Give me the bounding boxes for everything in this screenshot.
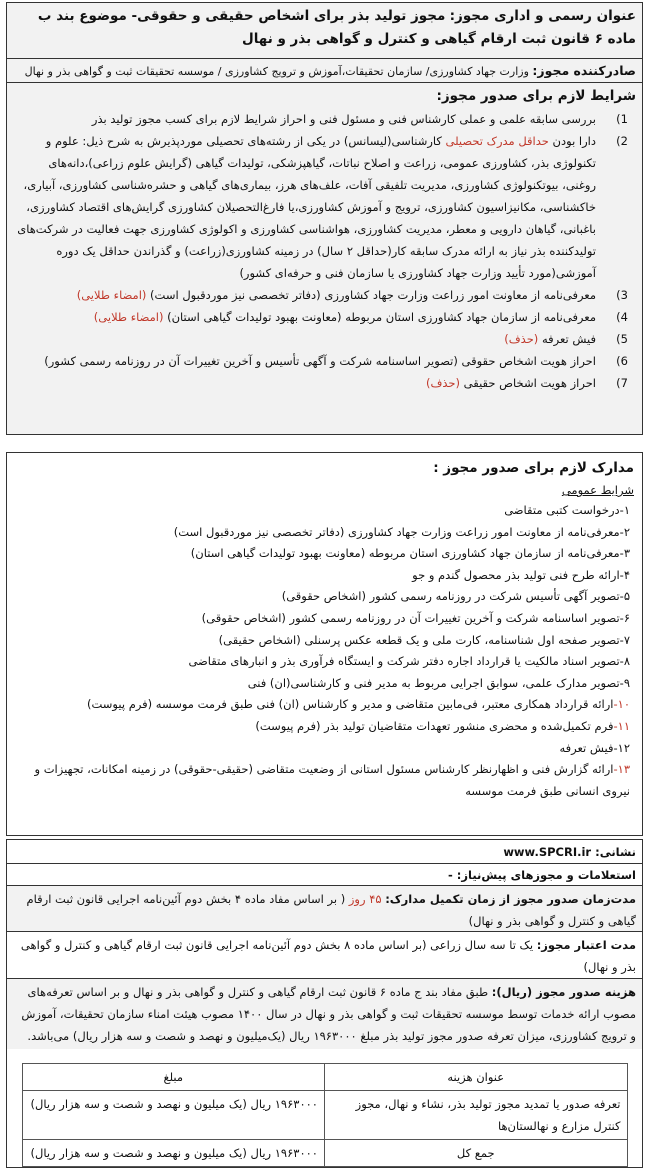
condition-item: 5) فیش تعرفه (حذف) (504, 332, 628, 346)
table-header: عنوان هزینه (325, 1064, 628, 1091)
license-title-row (7, 3, 642, 59)
duration-days: ۴۵ روز (348, 892, 382, 906)
document-item: ۱۳-ارائه گزارش فنی و اظهارنظر کارشناس مسئول استانی از وضعیت متقاضی (حقیقی-حقوقی) در زمینه امکانات، تجهیزات و نیروی انسانی طبق فرمت موسسه (34, 762, 630, 798)
duration-row (7, 886, 642, 932)
validity-row (7, 932, 642, 979)
document-item: ۶-تصویر اساسنامه شرکت و آخرین تغییرات آن در روزنامه رسمی کشور (اشخاص حقوقی) (201, 610, 630, 625)
table-cell: ۱۹۶۳۰۰۰ ریال (یک میلیون و نهصد و شصت و سه هزار ریال) (22, 1091, 325, 1140)
document-item: ۵-تصویر آگهی تأسیس شرکت در روزنامه رسمی کشور (اشخاص حقوقی) (281, 589, 630, 604)
conditions-list (13, 108, 636, 394)
required-documents-section (6, 452, 643, 836)
website-row (7, 840, 642, 864)
condition-item: 6) احراز هویت اشخاص حقوقی (تصویر اساسنامه شرکت و آگهی تأسیس و آخرین تغییرات آن در روزنامه رسمی کشور) (44, 354, 628, 368)
table-row (22, 1140, 627, 1167)
website-link[interactable]: www.SPCRI.ir (503, 845, 592, 859)
document-item: ۱-درخواست کتبی متقاضی (504, 503, 630, 517)
document-item: ۹-تصویر مدارک علمی، سوابق اجرایی مربوط به مدیر فنی و کارشناسی(ان) فنی (247, 675, 630, 690)
license-conditions-section (6, 2, 643, 435)
table-cell: ۱۹۶۳۰۰۰ ریال (یک میلیون و نهصد و شصت و سه هزار ریال) (22, 1140, 325, 1167)
issuer-row (7, 59, 642, 83)
condition-item: 3) معرفی‌نامه از معاونت امور زراعت وزارت جهاد کشاورزی (دفاتر تخصصی نیز موردقبول است) (امضاء طلایی) (76, 288, 628, 302)
condition-item: 1) بررسی سابقه علمی و عملی کارشناس فنی و مسئول فنی و احراز شرایط لازم برای کسب مجوز تولید بذر (91, 112, 628, 126)
table-cell: تعرفه صدور یا تمدید مجوز تولید بذر، نشاء و نهال، مجوز کنترل مزارع و نهالستان‌ها (325, 1091, 628, 1140)
condition-item: 2) دارا بودن حداقل مدرک تحصیلی کارشناسی(لیسانس) در یکی از رشته‌های تحصیلی موردپذیرش به شرح ذیل: علوم و تکنولوژی بذر، کشاورزی عمومی، زراعت و اصلاح نباتات، گیاهپزشکی، تولیدات گیاهی (گرایش علوم زراعی)،دانه‌های روغنی، بیوتکنولوژی کشاورزی، مدیریت تلفیقی آفات، علف‌های هرز، بیماری‌های گیاهی و حشره‌شناسی کشاورزی، آبیاری، خاکشناسی، مکانیزاسیون کشاورزی، ترویج و آموزش کشاورزی،یا فارغ‌التحصیلان کشاورزی گرایش‌های اقتصاد کشاورزی، باغبانی، گیاهان دارویی و معطر، مدیریت کشاورزی، هواشناسی کشاورزی و اکولوژی کشاورزی جهت فعالیت در شرکت‌های تولیدکننده بذر نیاز به ارائه مدرک سابقه کار(حداقل ۲ سال) در زمینه کشاورزی(زراعت) و گذراندن حداقل یک دوره آموزشی(مورد تأیید وزارت جهاد کشاورزی یا سازمان فنی و حرفه‌ای کشور) (17, 134, 628, 280)
document-item: ۳-معرفی‌نامه از سازمان جهاد کشاورزی استان مربوطه (معاونت بهبود تولیدات گیاهی استان) (190, 546, 630, 561)
license-title-value: مجوز تولید بذر برای اشخاص حقیقی و حقوقی- موضوع بند ب ماده ۶ قانون ثبت ارقام گیاهی و کنترل و گواهی بذر و نهال (37, 8, 636, 47)
documents-title: مدارک لازم برای صدور مجوز : (433, 460, 634, 476)
license-title-label: عنوان رسمی و اداری مجوز: (449, 8, 636, 24)
document-item: ۱۱-فرم تکمیل‌شده و محضری منشور تعهدات متقاضیان تولید بذر (فرم پیوست) (255, 718, 630, 733)
document-item: ۲-معرفی‌نامه از معاونت امور زراعت وزارت جهاد کشاورزی (دفاتر تخصصی نیز موردقبول است) (173, 524, 630, 539)
cost-text: طبق مفاد بند ج ماده ۶ قانون ثبت ارقام گیاهی و کنترل و گواهی بذر و نهال و بر اساس تعرفه‌های مصوب ارائه خدمات توسط موسسه تحقیقات ثبت و گواهی بذر و نهال در سال ۱۴۰۰ مصوب هیئت امناء سازمان تحقیقات، آموزش و ترویج کشاورزی، میزان تعرفه صدور مجوز تولید بذر مبلغ ۱۹۶۳۰۰۰ ریال (یک‌میلیون و نهصد و شصت و سه هزار ریال) می‌باشد. (21, 985, 636, 1043)
table-header: مبلغ (22, 1064, 325, 1091)
cost-table (22, 1063, 628, 1167)
validity-label: مدت اعتبار مجوز: (536, 938, 636, 952)
conditions-block (7, 83, 642, 396)
conditions-title: شرایط لازم برای صدور مجوز: (436, 88, 636, 104)
duration-text: ( بر اساس مفاد ماده ۴ بخش دوم آئین‌نامه اجرایی قانون ثبت ارقام گیاهی و کنترل و گواهی بذر و نهال) (26, 892, 636, 928)
issuer-value: وزارت جهاد کشاورزی/ سازمان تحقیقات،آموزش و ترویج کشاورزی / موسسه تحقیقات ثبت و گواهی بذر و نهال (24, 65, 529, 78)
issuer-label: صادرکننده مجوز: (532, 63, 636, 78)
duration-label: مدت‌زمان صدور مجوز از زمان تکمیل مدارک: (385, 892, 636, 906)
cost-table-wrap (7, 1049, 642, 1167)
table-cell: جمع کل (325, 1140, 628, 1167)
document-item: ۱۲-فیش تعرفه (559, 740, 630, 755)
license-info-section (6, 839, 643, 1168)
documents-subtitle: شرایط عمومی (561, 483, 634, 497)
documents-list (7, 500, 642, 802)
document-item: ۸-تصویر اسناد مالکیت یا قرارداد اجاره دفتر شرکت و ایستگاه فرآوری بذر و انبارهای متقاضی (188, 654, 630, 669)
prereq-row (7, 864, 642, 886)
table-row (22, 1091, 627, 1140)
document-item: ۱۰-ارائه قرارداد همکاری معتبر، فی‌مابین متقاضی و مدیر و کارشناس (ان) فنی طبق فرمت موسسه (فرم پیوست) (87, 697, 630, 712)
website-label: نشانی: (595, 845, 636, 859)
condition-item: 4) معرفی‌نامه از سازمان جهاد کشاورزی استان مربوطه (معاونت بهبود تولیدات گیاهی استان) (امضاء طلایی) (93, 310, 628, 324)
cost-label: هزینه صدور مجوز (ریال): (491, 985, 636, 999)
condition-item: 7) احراز هویت اشخاص حقیقی (حذف) (425, 376, 628, 390)
cost-block (7, 979, 642, 1049)
document-item: ۴-ارائه طرح فنی تولید بذر محصول گندم و جو (412, 567, 630, 582)
document-item: ۷-تصویر صفحه اول شناسنامه، کارت ملی و یک قطعه عکس پرسنلی (اشخاص حقیقی) (218, 632, 630, 647)
validity-text: یک تا سه سال زراعی (بر اساس ماده ۸ بخش دوم آئین‌نامه اجرایی قانون ثبت ارقام گیاهی و کنترل و گواهی بذر و نهال) (20, 938, 636, 974)
table-header-row (22, 1064, 627, 1091)
prereq-label: استعلامات و مجوزهای پیش‌نیاز: - (448, 868, 636, 882)
